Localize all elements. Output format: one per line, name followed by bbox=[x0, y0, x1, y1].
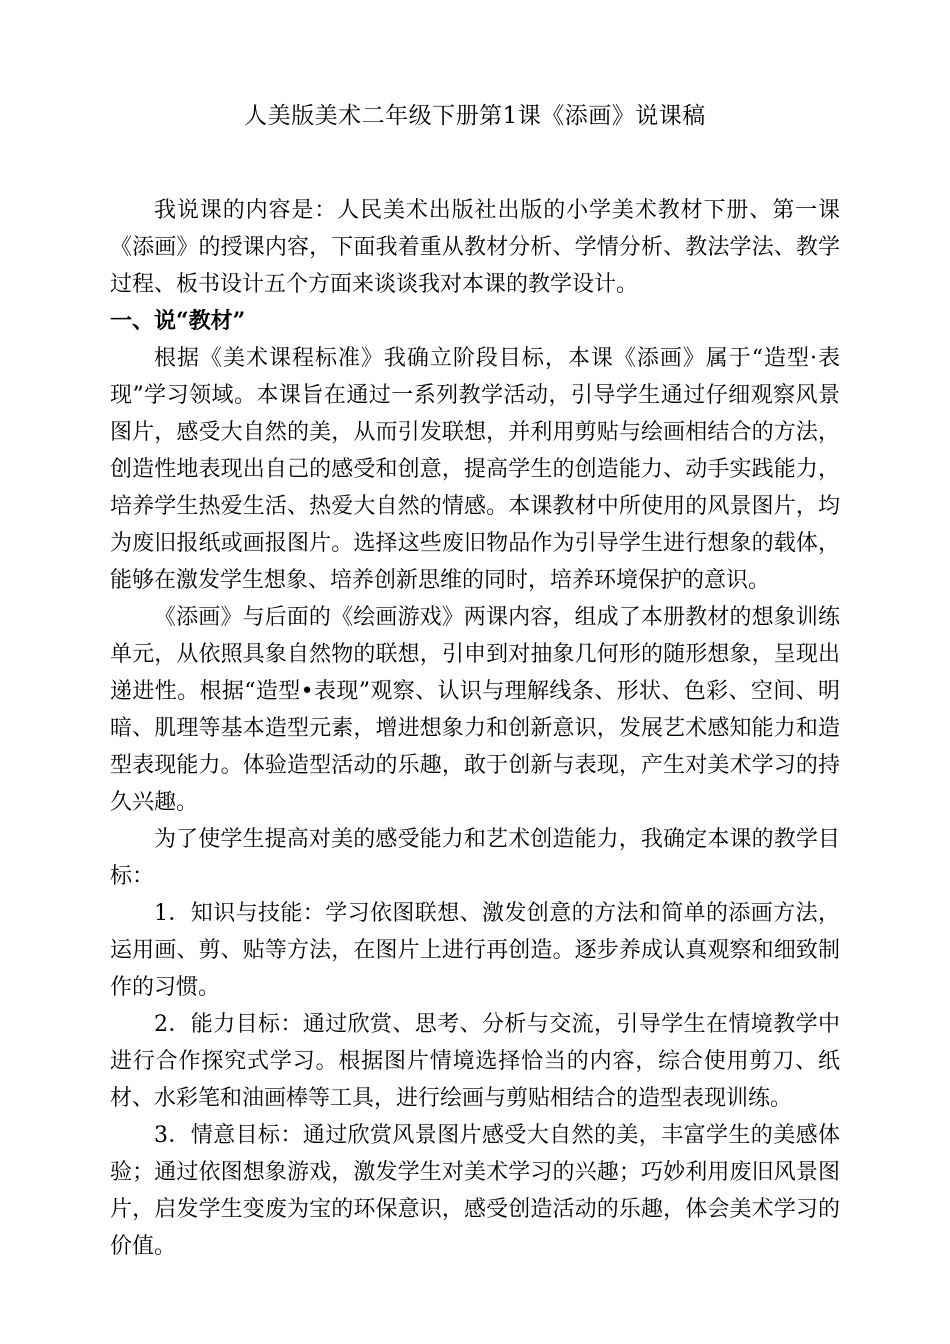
document-title: 人美版美术二年级下册第1课《添画》说课稿 bbox=[244, 103, 706, 129]
intro-paragraph: 我说课的内容是：人民美术出版社出版的小学美术教材下册、第一课《添画》的授课内容，下面我着重从教材分析、学情分析、教法学法、教学过程、板书设计五个方面来谈谈我对本课的教学设计。 bbox=[110, 198, 840, 297]
document-body bbox=[110, 192, 840, 1265]
goal-knowledge-skills: 1．知识与技能：学习依图联想、激发创意的方法和简单的添画方法，运用画、剪、贴等方法，在图片上进行再创造。逐步养成认真观察和细致制作的习惯。 bbox=[110, 901, 840, 1000]
textbook-paragraph-3: 为了使学生提高对美的感受能力和艺术创造能力，我确定本课的教学目标： bbox=[110, 827, 840, 889]
textbook-paragraph-1: 根据《美术课程标准》我确立阶段目标，本课《添画》属于“造型·表现”学习领域。本课旨在通过一系列教学活动，引导学生通过仔细观察风景图片，感受大自然的美，从而引发联想，并利用剪贴与绘画相结合的方法，创造性地表现出自己的感受和创意，提高学生的创造能力、动手实践能力，培养学生热爱生活、热爱大自然的情感。本课教材中所使用的风景图片，均为废旧报纸或画报图片。选择这些废旧物品作为引导学生进行想象的载体，能够在激发学生想象、培养创新思维的同时，培养环境保护的意识。 bbox=[110, 346, 840, 593]
goal-emotion: 3．情意目标：通过欣赏风景图片感受大自然的美，丰富学生的美感体验；通过依图想象游戏，激发学生对美术学习的兴趣；巧妙利用废旧风景图片，启发学生变废为宝的环保意识，感受创造活动的乐趣，体会美术学习的价值。 bbox=[110, 1123, 840, 1259]
goal-ability: 2．能力目标：通过欣赏、思考、分析与交流，引导学生在情境教学中进行合作探究式学习。根据图片情境选择恰当的内容，综合使用剪刀、纸材、水彩笔和油画棒等工具，进行绘画与剪贴相结合的造型表现训练。 bbox=[110, 1012, 840, 1111]
section-heading-textbook: 一、说“教材” bbox=[110, 308, 246, 334]
textbook-paragraph-2: 《添画》与后面的《绘画游戏》两课内容，组成了本册教材的想象训练单元，从依照具象自然物的联想，引申到对抽象几何形的随形想象，呈现出递进性。根据“造型•表现”观察、认识与理解线条、形状、色彩、空间、明暗、肌理等基本造型元素，增进想象力和创新意识，发展艺术感知能力和造型表现能力。体验造型活动的乐趣，敢于创新与表现，产生对美术学习的持久兴趣。 bbox=[110, 605, 840, 815]
